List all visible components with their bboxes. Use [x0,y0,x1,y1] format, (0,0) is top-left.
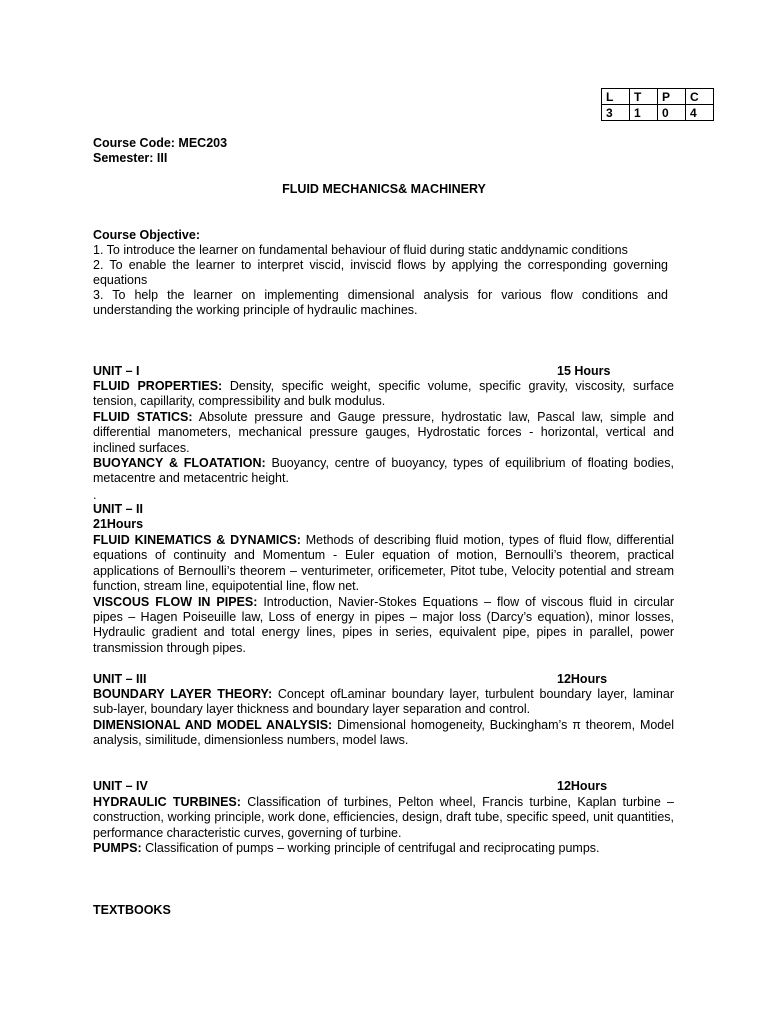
topic-title: BOUNDARY LAYER THEORY: [93,687,273,701]
topic-paragraph [93,841,674,856]
semester: Semester: III [93,151,168,165]
unit-4-content [93,795,674,857]
unit-3-heading [93,672,615,687]
topic-paragraph [93,456,674,487]
unit-label: UNIT – IV [93,779,148,793]
objective-item: 2. To enable the learner to interpret viscid, inviscid flows by applying the corresponding governing equations [93,258,668,287]
unit-hours: 21Hours [93,517,144,531]
topic-title: FLUID STATICS: [93,409,193,424]
topic-text: Buoyancy, centre of buoyancy, types of equilibrium of floating bodies, metacentre and metacentric height. [93,456,674,486]
topic-text: Density, specific weight, specific volume, specific gravity, viscosity, surface tension, capillarity, compressibility and bulk modulus. [93,379,674,409]
unit-3-content [93,687,674,749]
topic-title: VISCOUS FLOW IN PIPES: [93,594,258,609]
course-title: FLUID MECHANICS& MACHINERY [282,182,486,196]
unit-label: UNIT – II [93,502,144,516]
topic-title: FLUID KINEMATICS & DYNAMICS: [93,533,301,547]
topic-title: FLUID PROPERTIES: [93,379,223,393]
textbooks-heading: TEXTBOOKS [93,903,171,917]
unit-2-content [93,533,674,656]
topic-text: Absolute pressure and Gauge pressure, hydrostatic law, Pascal law, simple and differential manometers, mechanical pressure gauges, Hydrostatic forces - horizontal, vertical and inclined surfaces. [93,409,674,455]
course-code: Course Code: MEC203 [93,136,228,150]
topic-paragraph [93,718,674,749]
unit-4-heading [93,779,615,794]
ltpc-table [601,88,714,121]
course-objective [93,228,668,318]
topic-title: PUMPS: [93,841,142,856]
objective-heading: Course Objective: [93,228,200,242]
trailing-dot: . [93,488,97,502]
ltpc-value-cell: 4 [686,105,714,121]
topic-text: Dimensional homogeneity, Buckingham’s π theorem, Model analysis, similitude, dimensionless numbers, model laws. [93,717,674,748]
topic-paragraph [93,410,674,456]
ltpc-header-cell: L [602,89,630,105]
topic-paragraph [93,379,674,410]
ltpc-value-cell: 1 [630,105,658,121]
ltpc-value-cell: 3 [602,105,630,121]
unit-hours: 12Hours [557,672,608,686]
unit-2-heading [93,502,615,517]
ltpc-value-cell: 0 [658,105,686,121]
unit-1-content [93,379,674,487]
ltpc-header-cell: C [686,89,714,105]
unit-hours: 15 Hours [557,364,611,378]
topic-text: Introduction, Navier-Stokes Equations – flow of viscous fluid in circular pipes – Hagen Poiseuille law, Loss of energy in pipes – major loss (Darcy’s equation), minor losses, Hydraulic gradient and total energy lines, pipes in series, equivalent pipe, pipes in parallel, power transmission through pipes. [93,594,674,655]
topic-text: Concept ofLaminar boundary layer, turbulent boundary layer, laminar sub-layer, boundary layer thickness and boundary layer separation and control. [93,687,674,717]
topic-title: DIMENSIONAL AND MODEL ANALYSIS: [93,717,333,732]
unit-label: UNIT – I [93,364,140,378]
topic-title: BUOYANCY & FLOATATION: [93,456,266,471]
ltpc-header-cell: P [658,89,686,105]
topic-paragraph [93,795,674,841]
topic-title: HYDRAULIC TURBINES: [93,795,241,809]
unit-hours: 12Hours [557,779,608,793]
topic-paragraph [93,595,674,657]
ltpc-header-cell: T [630,89,658,105]
unit-label: UNIT – III [93,672,147,686]
topic-paragraph [93,533,674,595]
unit-2-hours-line [93,517,615,532]
topic-text: Classification of pumps – working principle of centrifugal and reciprocating pumps. [141,841,600,856]
objective-item: 3. To help the learner on implementing dimensional analysis for various flow conditions and understanding the working principle of hydraulic machines. [93,288,668,317]
ltpc-header-row [602,89,714,105]
topic-text: Classification of turbines, Pelton wheel, Francis turbine, Kaplan turbine – construction, working principle, work done, efficiencies, design, draft tube, specific speed, unit quantities, performance characteristic curves, governing of turbine. [93,795,674,840]
objective-item: 1. To introduce the learner on fundamental behaviour of fluid during static anddynamic conditions [93,243,628,257]
unit-1-heading [93,364,615,379]
topic-paragraph [93,687,674,718]
topic-text: Methods of describing fluid motion, types of fluid flow, differential equations of continuity and Momentum - Euler equation of motion, Bernoulli’s theorem, practical applications of Bernoulli’s theorem – venturimeter, orificemeter, Pitot tube, Velocity potential and stream function, stream line, equipotential line, flow net. [93,533,674,594]
ltpc-value-row [602,105,714,121]
